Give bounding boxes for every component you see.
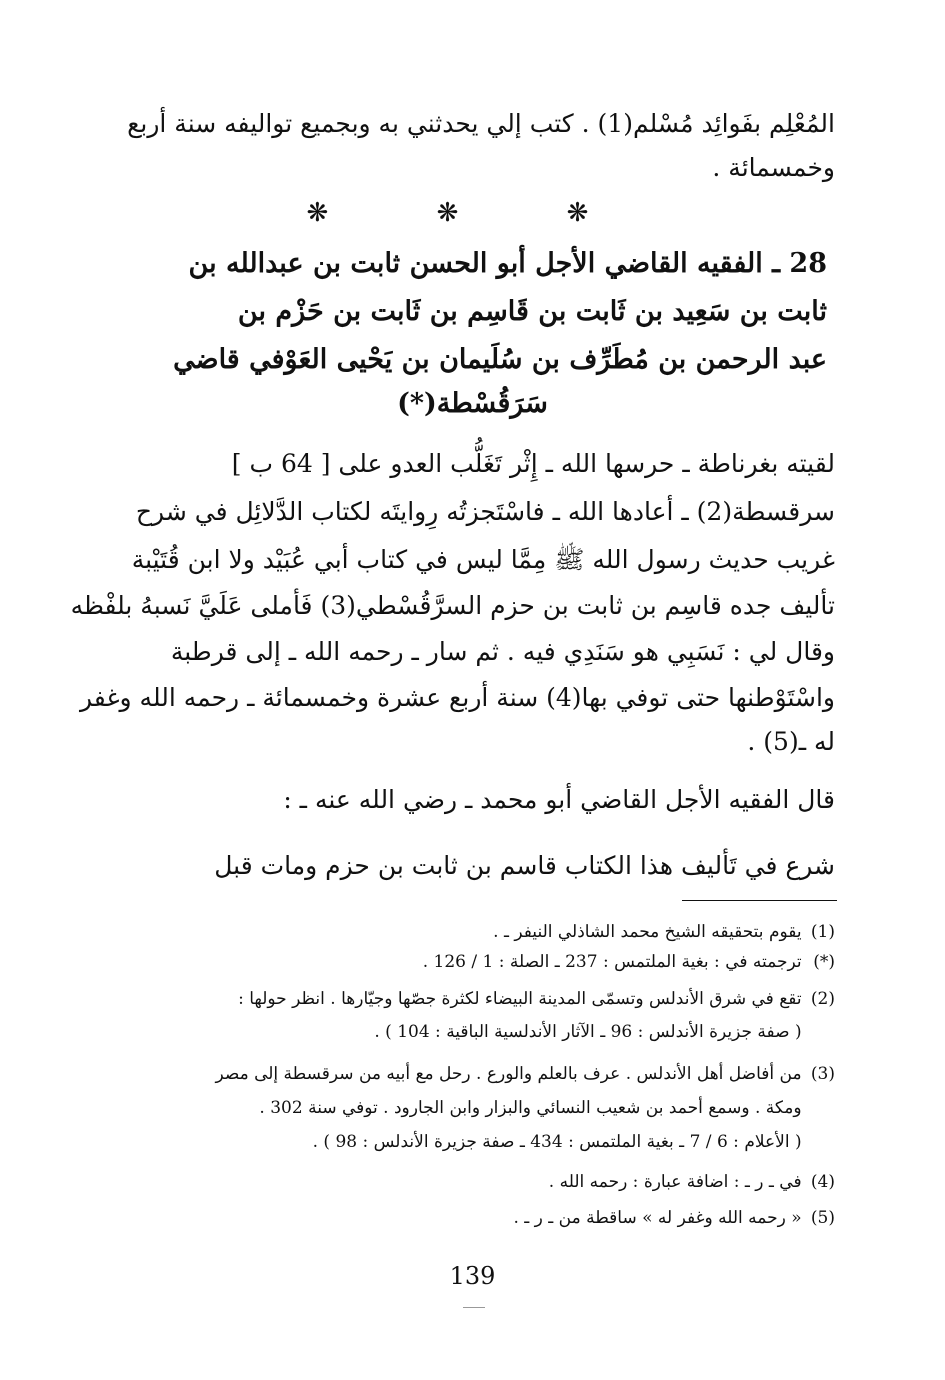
footnote-3-cont: [110, 1094, 835, 1122]
footnote-2-cont: [110, 1018, 835, 1046]
footnote-4: [110, 1168, 835, 1196]
entry-heading-line: عبد الرحمن بن مُطَرِّف بن سُلَيمان بن يَحْيى العَوْفي قاضي: [173, 344, 827, 375]
entry-heading-line: ثابت بن سَعِيد بن ثَابت بن قَاسِم بن ثَابت بن حَزْم بن: [237, 296, 827, 327]
footnote-text: تقع في شرق الأندلس وتسمّى المدينة البيضاء لكثرة جصّها وجيّارها . انظر حولها :: [238, 989, 802, 1009]
body-line: تأليف جده قاسِم بن ثابت بن حزم السرَّقُسْطي(3) فَأملى عَلَيَّ نَسبهُ بلفْظه: [70, 591, 835, 620]
footnote-rule: [682, 900, 837, 901]
footnote-3-cont: [110, 1128, 835, 1156]
footnote-3: [110, 1060, 835, 1088]
closing-line: قال الفقيه الأجل القاضي أبو محمد ـ رضي الله عنه ـ :: [283, 785, 835, 814]
footnote-text: ( صفة جزيرة الأندلس : 96 ـ الآثار الأندلسية الباقية : 104 ) .: [374, 1022, 802, 1042]
footnote-text: ومكة . وسمع أحمد بن شعيب النسائي والبزار وابن الجارود . توفي سنة 302 .: [259, 1098, 802, 1118]
footnote-text: في ـ ر ـ : اضافة عبارة : رحمه الله .: [548, 1172, 802, 1192]
body-line: له ـ(5) .: [747, 727, 835, 756]
footnote-text: يقوم بتحقيقه الشيخ محمد الشاذلي النيفر ـ .: [493, 922, 802, 942]
page-mark: [463, 1307, 485, 1308]
footnote-5: [110, 1204, 835, 1232]
text-line: المُعْلِم بفَوائِد مُسْلم(1) . كتب إلي يحدثني به وبجميع تواليفه سنة أربع: [127, 109, 835, 138]
footnote-text: ( الأعلام : 6 / 7 ـ بغية الملتمس : 434 ـ صفة جزيرة الأندلس : 98 ) .: [312, 1132, 802, 1152]
footnote-number: (1): [810, 922, 835, 942]
footnote-number: (4): [810, 1172, 835, 1192]
page-number: 139: [449, 1262, 496, 1290]
footnote-2: [110, 985, 835, 1013]
footnote-text: ترجمته في : بغية الملتمس : 237 ـ الصلة : 1 / 126 .: [422, 952, 802, 972]
entry-heading-line: سَرَقُسْطة(*): [397, 388, 548, 419]
footnote-number: (5): [810, 1208, 835, 1228]
footnote-text: من أفاضل أهل الأندلس . عرف بالعلم والورع . رحل مع أبيه من سرقسطة إلى مصر: [215, 1064, 802, 1084]
body-line: غريب حديث رسول الله ﷺ مِمَّا ليس في كتاب أبي عُبَيْد ولا ابن قُتَيْبة: [131, 545, 835, 574]
section-separator: ❋ ❋ ❋: [306, 198, 639, 228]
entry-heading-line: 28 ـ الفقيه القاضي الأجل أبو الحسن ثابت بن عبدالله بن: [188, 248, 827, 279]
footnote-star: [110, 948, 835, 976]
footnote-number: (3): [810, 1064, 835, 1084]
body-line: سرقسطة(2) ـ أعادها الله ـ فاسْتَجزتُه رِوايتَه لكتاب الدَّلائِل في شرح: [135, 497, 835, 526]
footnote-1: [110, 918, 835, 946]
footnote-text: « رحمه الله وغفر له » ساقطة من ـ ر ـ .: [513, 1208, 802, 1228]
body-line: لقيته بغرناطة ـ حرسها الله ـ إِثْر تَغَلُّب العدو على [ 64 ب ]: [231, 449, 835, 478]
body-line: واسْتَوْطنها حتى توفي بها(4) سنة أربع عشرة وخمسمائة ـ رحمه الله وغفر: [80, 683, 835, 712]
closing-line: شرع في تَأليف هذا الكتاب قاسم بن ثابت بن حزم ومات قبل: [214, 851, 835, 880]
footnote-number: (*): [813, 952, 835, 972]
footnote-number: (2): [810, 989, 835, 1009]
text-line: وخمسمائة .: [712, 153, 835, 182]
body-line: وقال لي : نَسَبِي هو سَنَدِي فيه . ثم سار ـ رحمه الله ـ إلى قرطبة: [170, 637, 835, 666]
